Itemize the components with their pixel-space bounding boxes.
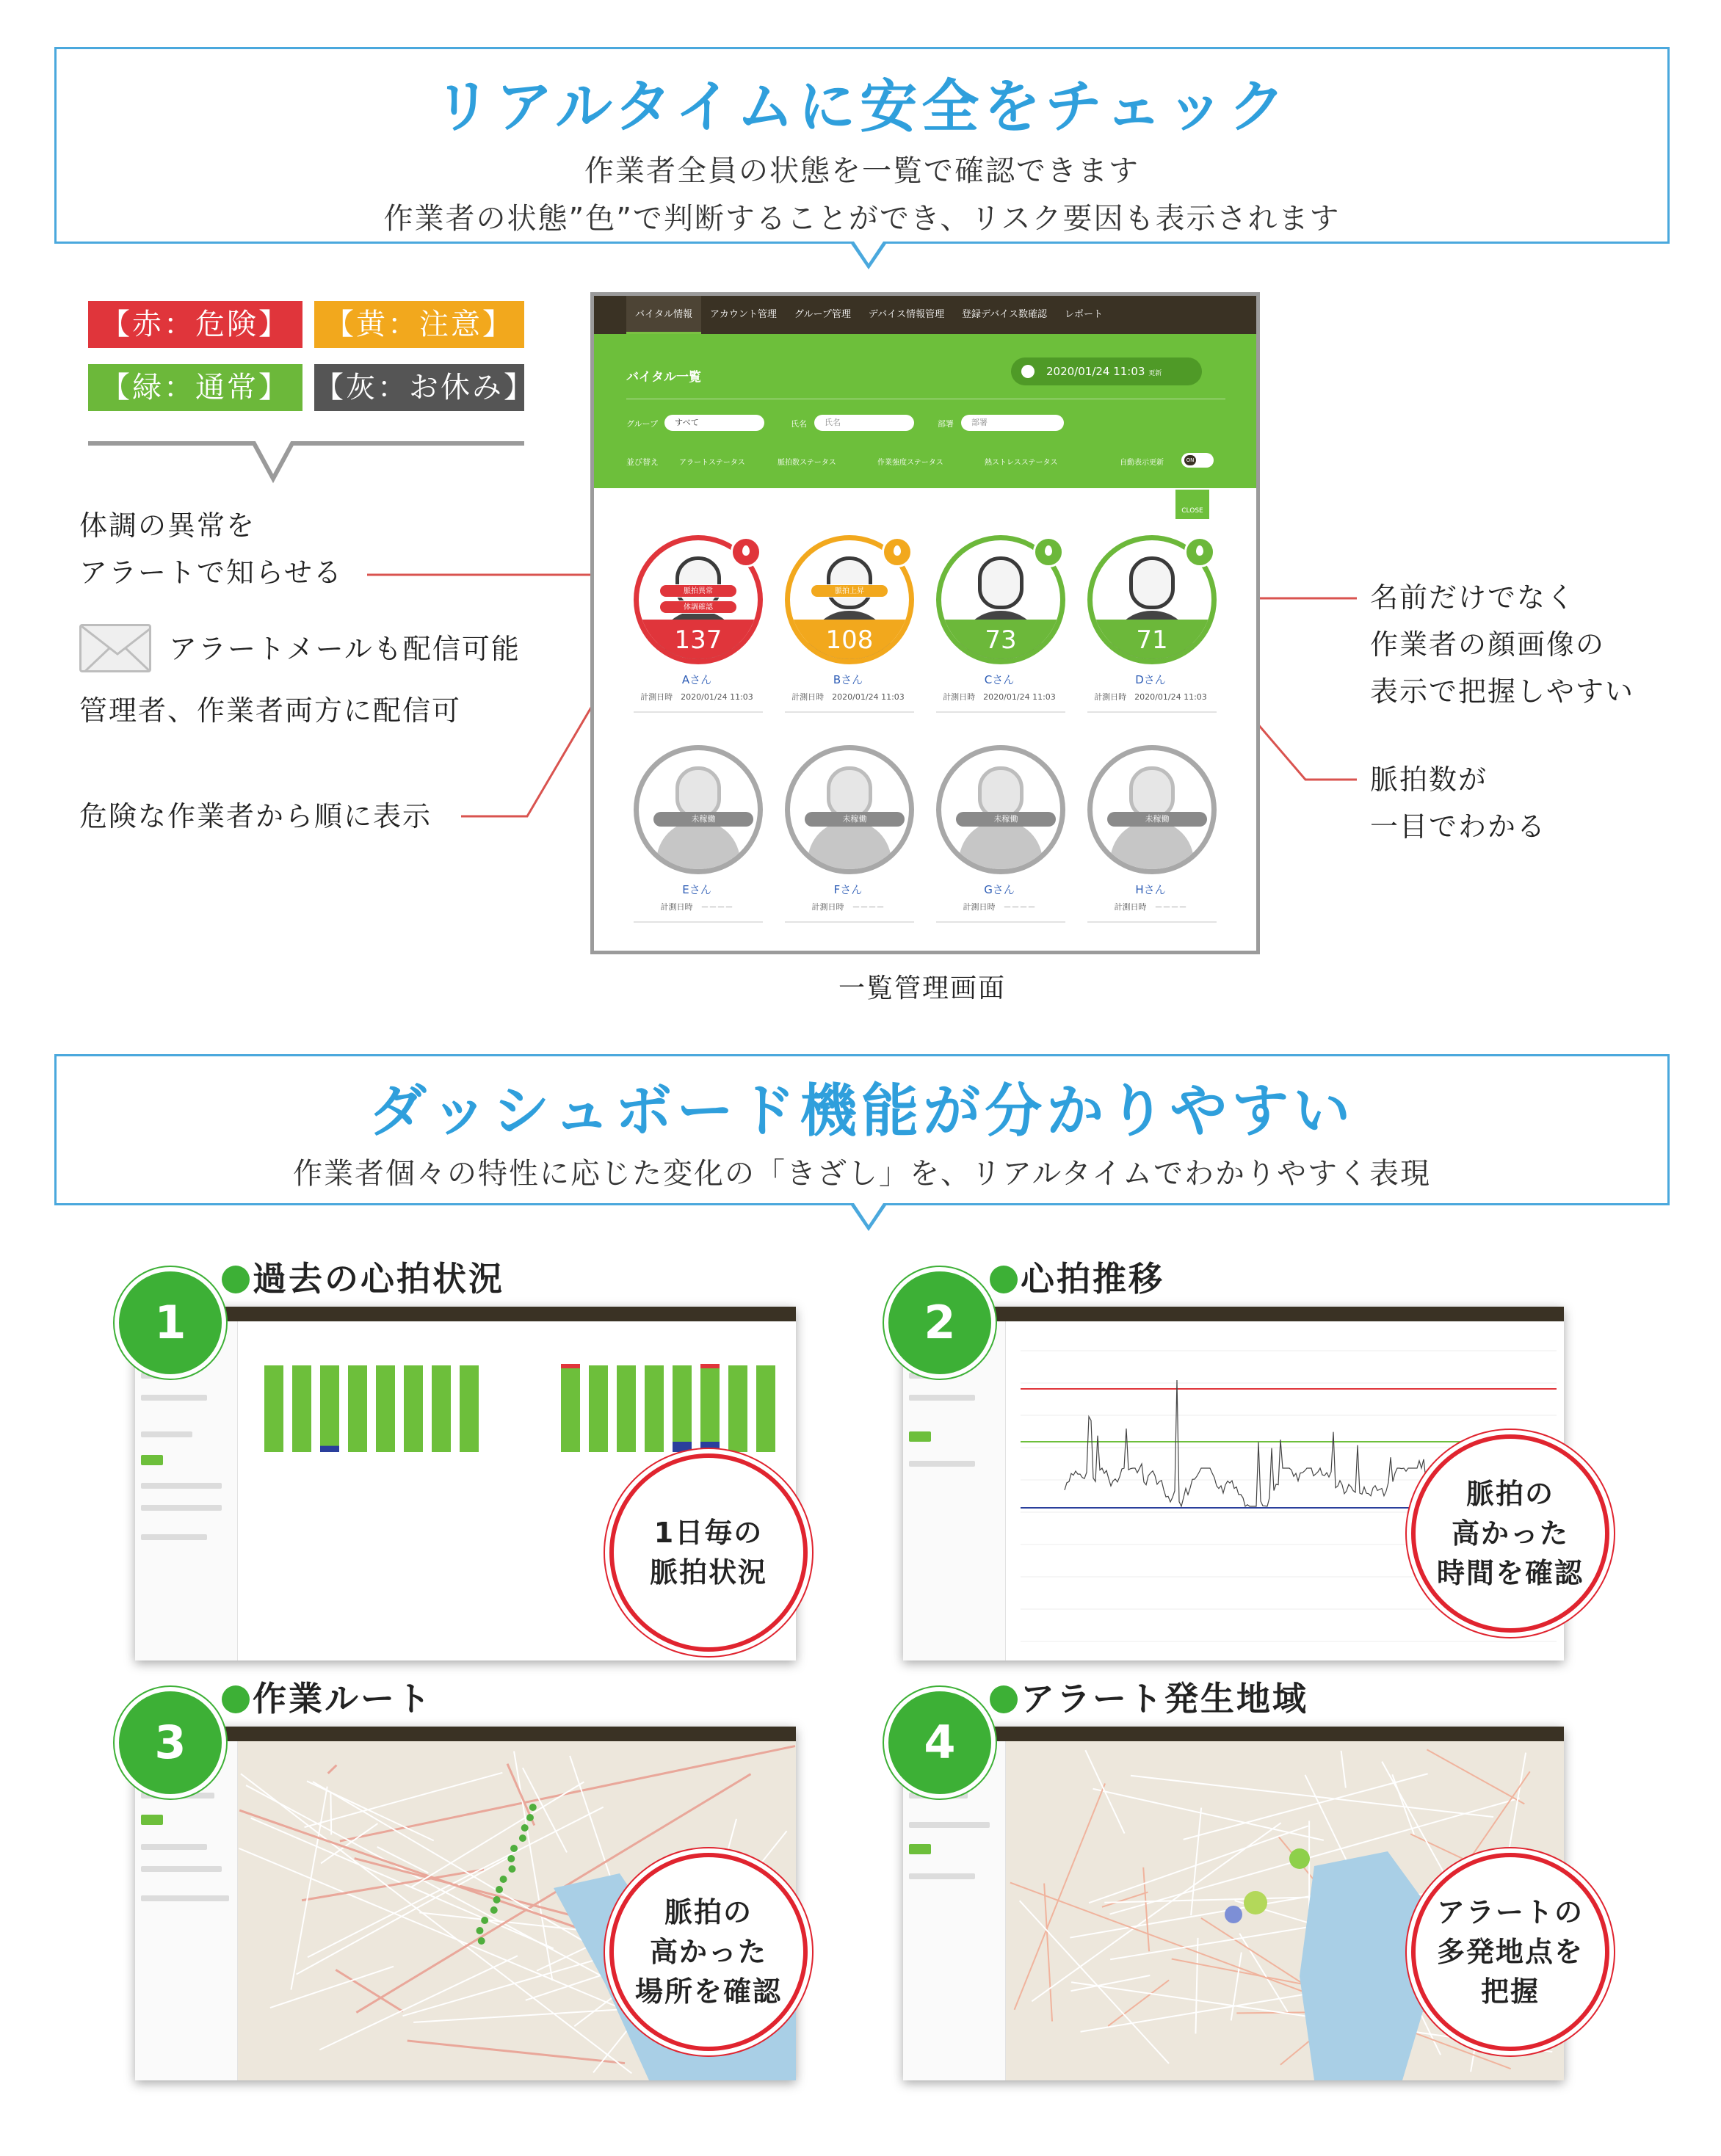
section2-line1: 作業者個々の特性に応じた変化の「きざし」を、リアルタイムでわかりやすく表現 xyxy=(293,1157,1431,1191)
route-point xyxy=(510,1845,518,1852)
section1-line2: 作業者の状態”色”で判断することができ、リスク要因も表示されます xyxy=(383,202,1341,236)
panel3-badge: 3 xyxy=(115,1687,226,1799)
panel1-callout-line1: 1日毎の xyxy=(653,1517,764,1549)
location-pin-icon[interactable] xyxy=(882,537,913,567)
auto-update-toggle[interactable] xyxy=(1181,453,1214,468)
sort-label: 並び替え xyxy=(626,457,659,467)
dept-label: 部署 xyxy=(938,419,954,429)
worker-card[interactable] xyxy=(623,535,770,733)
bullet-dot xyxy=(990,1266,1018,1293)
section1-line1: 作業者全員の状態を一覧で確認できます xyxy=(584,154,1140,188)
worker-name: Cさん xyxy=(984,673,1015,686)
panel2-callout-line2: 高かった xyxy=(1451,1517,1569,1550)
mock-date-suffix: 更新 xyxy=(1148,370,1162,377)
panel4-badge: 4 xyxy=(884,1687,996,1799)
note-alert-line1: 体調の異常を xyxy=(79,509,256,542)
measure-time: 計測日時 2020/01/24 11:03 xyxy=(640,692,753,702)
panel4-title-text: アラート発生地域 xyxy=(1021,1679,1308,1718)
map-road xyxy=(1427,1749,1524,1804)
worker-avatar xyxy=(785,745,914,874)
route-point xyxy=(493,1896,501,1903)
map-road xyxy=(305,1773,503,1827)
map-road xyxy=(1015,1783,1105,2009)
legend-red: 【赤：危険】 xyxy=(88,301,302,348)
worker-card[interactable] xyxy=(1077,535,1224,733)
note-order: 危険な作業者から順に表示 xyxy=(79,800,432,832)
stacked-bar-green xyxy=(589,1365,608,1452)
route-point xyxy=(519,1834,526,1842)
worker-name: Aさん xyxy=(681,673,712,686)
panel2-topbar xyxy=(903,1307,1564,1321)
panel2-callout xyxy=(1411,1434,1609,1633)
map-road xyxy=(1231,1953,1242,2021)
face-icon xyxy=(978,556,1023,609)
route-point xyxy=(476,1927,483,1934)
route-point xyxy=(478,1937,485,1945)
panel1-callout xyxy=(609,1453,808,1652)
nav-device-count[interactable]: 登録デバイス数確認 xyxy=(961,309,1048,320)
nav-report[interactable]: レポート xyxy=(1065,309,1104,320)
note-face-line3: 表示で把握しやすい xyxy=(1370,675,1635,708)
dept-input[interactable]: 部署 xyxy=(961,415,1064,431)
measure-time: 計測日時 2020/01/24 11:03 xyxy=(791,692,905,702)
inactive-band: 未稼働 xyxy=(653,812,753,827)
heat-spot xyxy=(1244,1891,1267,1914)
measure-time: 計測日時 －－－－ xyxy=(963,902,1036,912)
alert-tag: 脈拍異常 xyxy=(659,584,737,598)
panel1-topbar xyxy=(135,1307,796,1321)
worker-avatar xyxy=(634,745,763,874)
stacked-bar-green xyxy=(264,1365,283,1452)
worker-avatar xyxy=(1087,745,1217,874)
sort-work[interactable]: 作業強度ステータス xyxy=(877,459,943,467)
route-point xyxy=(526,1814,534,1821)
panel4-title xyxy=(990,1672,1308,1721)
measure-time: 計測日時 2020/01/24 11:03 xyxy=(943,692,1056,702)
stacked-bar-green xyxy=(700,1365,720,1452)
panel2-title xyxy=(990,1252,1164,1301)
pulse-value: 137 xyxy=(674,625,722,655)
stacked-bar-blue xyxy=(673,1442,692,1452)
toggle-text: ON xyxy=(1184,455,1196,465)
nav-group[interactable]: グループ管理 xyxy=(794,309,851,320)
pulse-value: 71 xyxy=(1136,625,1168,655)
route-point xyxy=(496,1886,503,1893)
worker-name: Dさん xyxy=(1135,673,1166,686)
panel1-title xyxy=(222,1252,504,1301)
auto-update-label: 自動表示更新 xyxy=(1120,459,1164,467)
map-road xyxy=(340,1746,795,1841)
route-point xyxy=(481,1917,488,1924)
location-pin-icon[interactable] xyxy=(1033,537,1064,567)
card-divider xyxy=(1087,711,1217,713)
route-point xyxy=(500,1876,507,1883)
section2-title: ダッシュボード機能が分かりやすい xyxy=(369,1078,1355,1144)
card-divider xyxy=(634,711,763,713)
pulse-value: 108 xyxy=(825,625,874,655)
panel2-callout-line1: 脈拍の xyxy=(1465,1478,1554,1510)
box-pointer-2 xyxy=(849,1203,888,1231)
panel4-callout-line1: アラートの xyxy=(1436,1896,1584,1928)
map-road xyxy=(1044,1884,1052,2022)
note-pulse-line2: 一目でわかる xyxy=(1370,810,1547,843)
worker-card[interactable] xyxy=(926,745,1073,943)
inactive-band: 未稼働 xyxy=(805,812,905,827)
body-icon xyxy=(808,821,891,872)
legend-yellow: 【黄：注意】 xyxy=(314,301,524,348)
section2-box xyxy=(54,1054,1670,1205)
worker-card[interactable] xyxy=(1077,745,1224,943)
panel2-callout-line3: 時間を確認 xyxy=(1436,1557,1584,1589)
stacked-bar-blue xyxy=(320,1446,339,1452)
measure-time: 計測日時 －－－－ xyxy=(811,902,885,912)
worker-name: Gさん xyxy=(984,883,1015,896)
measure-time: 計測日時 2020/01/24 11:03 xyxy=(1094,692,1207,702)
legend-gray: 【灰：お休み】 xyxy=(314,364,524,411)
panel1-title-text: 過去の心拍状況 xyxy=(253,1259,504,1299)
map-road xyxy=(319,1956,518,2050)
note-face-line1: 名前だけでなく xyxy=(1370,581,1576,614)
heat-spot xyxy=(1289,1848,1310,1869)
stacked-bar-green xyxy=(432,1365,451,1452)
note-pulse-line1: 脈拍数が xyxy=(1370,763,1488,796)
worker-card[interactable] xyxy=(775,535,921,733)
mock-title: バイタル一覧 xyxy=(626,370,701,385)
stacked-bar-green xyxy=(673,1365,692,1452)
name-label: 氏名 xyxy=(791,419,807,429)
stacked-bar-red xyxy=(700,1364,720,1368)
inactive-band: 未稼働 xyxy=(956,812,1056,827)
mock-update-date xyxy=(1011,357,1202,385)
panel3-title-text: 作業ルート xyxy=(253,1679,432,1718)
body-icon xyxy=(1110,821,1194,872)
panel4-callout-line3: 把握 xyxy=(1480,1975,1540,2008)
group-select[interactable]: すべて xyxy=(664,415,764,431)
mock-header-panel xyxy=(594,334,1256,488)
stacked-bar-green xyxy=(376,1365,395,1452)
sort-pulse[interactable]: 脈拍数ステータス xyxy=(778,459,836,467)
heat-spot xyxy=(1225,1906,1242,1923)
note-alert-line2: アラートで知らせる xyxy=(79,556,343,589)
face-icon xyxy=(1129,556,1175,609)
body-icon xyxy=(656,821,740,872)
stacked-bar-green xyxy=(320,1365,339,1452)
inactive-band: 未稼働 xyxy=(1107,812,1207,827)
panel2-badge: 2 xyxy=(884,1267,996,1379)
nav-account[interactable]: アカウント管理 xyxy=(710,309,777,320)
clock-icon xyxy=(1021,365,1035,378)
name-input[interactable]: 氏名 xyxy=(814,415,914,431)
map-road xyxy=(1341,1751,1346,1788)
map-road xyxy=(307,1781,434,1840)
stacked-bar-green xyxy=(460,1365,479,1452)
stacked-bar-green xyxy=(561,1365,580,1452)
panel1-callout-line2: 脈拍状況 xyxy=(649,1556,767,1589)
face-icon xyxy=(827,556,872,609)
worker-card[interactable] xyxy=(775,745,921,943)
nav-device[interactable]: デバイス情報管理 xyxy=(868,309,944,320)
worker-name: Eさん xyxy=(682,883,711,896)
pulse-value: 73 xyxy=(985,625,1017,655)
map-road xyxy=(246,1785,609,1980)
sort-heat[interactable]: 熱ストレスステータス xyxy=(985,459,1058,467)
mockup-caption: 一覧管理画面 xyxy=(838,973,1007,1003)
panel3-callout-line1: 脈拍の xyxy=(664,1896,753,1928)
panel3-callout-line3: 場所を確認 xyxy=(634,1975,782,2008)
bullet-dot xyxy=(990,1685,1018,1713)
location-pin-icon[interactable] xyxy=(1184,537,1215,567)
map-road xyxy=(407,2041,625,2064)
sort-alert[interactable]: アラートステータス xyxy=(679,459,745,467)
note-mail: アラートメールも配信可能 xyxy=(169,633,521,665)
nav-vital[interactable]: バイタル情報 xyxy=(626,296,701,334)
worker-avatar xyxy=(936,745,1065,874)
map-road xyxy=(1143,1868,1149,1951)
stacked-bar-green xyxy=(728,1365,747,1452)
mock-nav xyxy=(594,296,1256,334)
panel4-callout-line2: 多発地点を xyxy=(1436,1936,1584,1968)
route-point xyxy=(529,1804,537,1811)
panel3-topbar xyxy=(135,1727,796,1741)
worker-card[interactable] xyxy=(926,535,1073,733)
map-road xyxy=(1191,1808,1201,1916)
mock-date-text: 2020/01/24 11:03 xyxy=(1046,365,1145,378)
vital-list-mockup xyxy=(590,292,1260,954)
worker-card[interactable] xyxy=(623,745,770,943)
card-divider xyxy=(785,711,914,713)
section1-title: リアルタイムに安全をチェック xyxy=(434,74,1290,140)
map-road xyxy=(1085,1750,1124,1833)
panel3-callout xyxy=(609,1853,808,2051)
card-divider xyxy=(1087,921,1217,923)
bullet-dot xyxy=(222,1266,250,1293)
panel3-callout-line2: 高かった xyxy=(649,1936,767,1968)
panel2-title-text: 心拍推移 xyxy=(1021,1259,1164,1299)
card-divider xyxy=(785,921,914,923)
route-point xyxy=(507,1855,515,1862)
map-road xyxy=(308,1807,604,1958)
panel1-badge: 1 xyxy=(115,1267,226,1379)
map-road xyxy=(1032,1823,1280,2001)
bullet-dot xyxy=(222,1685,250,1713)
card-divider xyxy=(936,711,1065,713)
worker-name: Hさん xyxy=(1135,883,1166,896)
legend-green: 【緑：通常】 xyxy=(88,364,302,411)
note-mail-target: 管理者、作業者両方に配信可 xyxy=(79,694,462,727)
map-road xyxy=(1131,1776,1493,1817)
card-divider xyxy=(936,921,1065,923)
stacked-bar-green xyxy=(404,1365,423,1452)
stacked-bar-green xyxy=(617,1365,636,1452)
route-point xyxy=(490,1906,498,1914)
map-road xyxy=(328,1765,337,1774)
stacked-bar-green xyxy=(756,1365,775,1452)
note-face-line2: 作業者の顔画像の xyxy=(1370,628,1606,661)
route-point xyxy=(508,1865,515,1873)
stacked-bar-green xyxy=(645,1365,664,1452)
measure-time: 計測日時 －－－－ xyxy=(660,902,733,912)
close-button[interactable]: CLOSE xyxy=(1175,490,1209,519)
stacked-bar-green xyxy=(348,1365,367,1452)
worker-name: Bさん xyxy=(833,673,863,686)
group-label: グループ xyxy=(626,419,659,429)
alert-tag: 脈拍上昇 xyxy=(811,584,888,598)
worker-name: Fさん xyxy=(833,883,863,896)
map-road xyxy=(1392,1774,1414,1834)
card-divider xyxy=(634,921,763,923)
stacked-bar-blue xyxy=(700,1442,720,1452)
route-point xyxy=(521,1824,529,1832)
stacked-bar-red xyxy=(561,1364,580,1368)
alert-tag: 体調確認 xyxy=(659,600,737,614)
panel3-title xyxy=(222,1672,432,1721)
measure-time: 計測日時 －－－－ xyxy=(1114,902,1187,912)
map-road xyxy=(330,1792,331,1835)
map-road xyxy=(1184,1774,1428,1840)
stacked-bar-green xyxy=(292,1365,311,1452)
location-pin-icon[interactable] xyxy=(731,537,761,567)
panel4-topbar xyxy=(903,1727,1564,1741)
body-icon xyxy=(959,821,1043,872)
panel4-callout xyxy=(1411,1853,1609,2051)
